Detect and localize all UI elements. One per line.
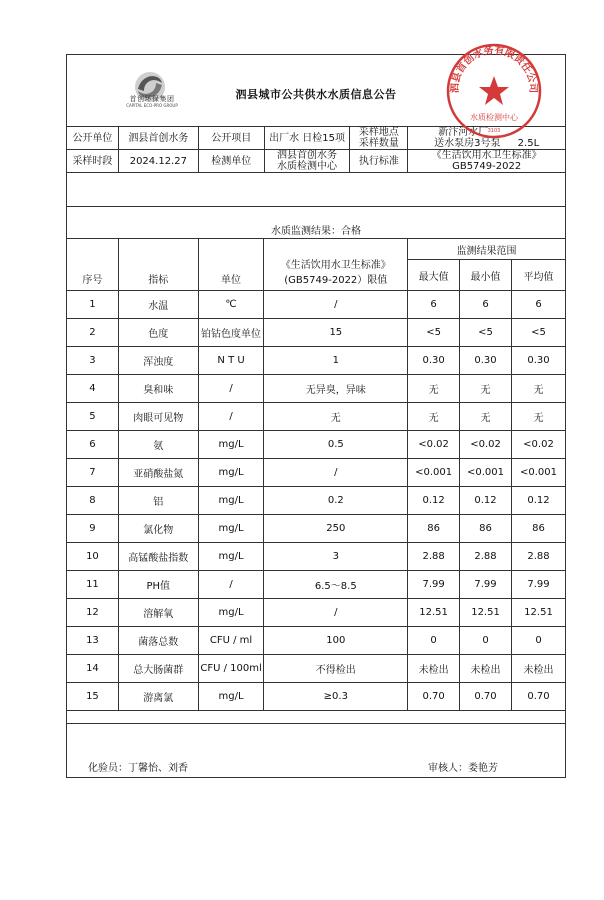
table-row	[67, 291, 566, 319]
cell-unit: /	[198, 375, 264, 403]
table-row	[67, 487, 566, 515]
cell-max: <0.02	[408, 431, 460, 459]
sampling-label	[350, 127, 408, 150]
cell-item: 菌落总数	[118, 627, 198, 655]
table-row	[67, 683, 566, 711]
cell-avg: 0.12	[512, 487, 566, 515]
cell-item: 氯化物	[118, 515, 198, 543]
cell-avg: <0.02	[512, 431, 566, 459]
cell-min: 6	[460, 291, 512, 319]
cell-limit: /	[264, 599, 408, 627]
cell-item: 水温	[118, 291, 198, 319]
cell-avg: 无	[512, 403, 566, 431]
header-limit-line1: 《生活饮用水卫生标准》	[280, 260, 391, 271]
monitoring-result: 水质监测结果：合格	[271, 226, 361, 237]
cell-limit: 6.5～8.5	[264, 571, 408, 599]
cell-max: 7.99	[408, 571, 460, 599]
cell-max: 无	[408, 403, 460, 431]
cell-limit: ≥0.3	[264, 683, 408, 711]
cell-item: 总大肠菌群	[118, 655, 198, 683]
table-row	[67, 599, 566, 627]
cell-unit: /	[198, 403, 264, 431]
publisher-value: 泗县首创水务	[118, 127, 198, 150]
cell-item: 肉眼可见物	[118, 403, 198, 431]
table-row	[67, 431, 566, 459]
cell-max: <0.001	[408, 459, 460, 487]
header-limit	[264, 239, 408, 291]
cell-unit: mg/L	[198, 515, 264, 543]
cell-min: 0.70	[460, 683, 512, 711]
cell-min: 无	[460, 403, 512, 431]
cell-unit: mg/L	[198, 431, 264, 459]
reviewer-signature: 审核人：娄艳芳	[428, 763, 498, 774]
sampling-point-value: 送水泵房3号泵	[434, 138, 501, 149]
cell-item: 色度	[118, 319, 198, 347]
cell-avg: 0.70	[512, 683, 566, 711]
results-table	[66, 238, 566, 711]
cell-limit: 250	[264, 515, 408, 543]
cell-item: 臭和味	[118, 375, 198, 403]
table-row	[67, 347, 566, 375]
table-row	[67, 655, 566, 683]
cell-limit: 100	[264, 627, 408, 655]
cell-unit: mg/L	[198, 543, 264, 571]
cell-avg: 6	[512, 291, 566, 319]
sampling-quantity-label: 采样数量	[358, 138, 399, 149]
cell-item: 高锰酸盐指数	[118, 543, 198, 571]
cell-limit: 0.5	[264, 431, 408, 459]
sampling-quantity-value: 2.5L	[517, 138, 540, 149]
cell-unit: /	[198, 571, 264, 599]
table-row	[67, 403, 566, 431]
cell-item: 游离氯	[118, 683, 198, 711]
cell-min: <5	[460, 319, 512, 347]
cell-max: 6	[408, 291, 460, 319]
project-value: 出厂水 日检15项	[264, 127, 350, 150]
logo-name: 首创环保集团	[129, 95, 175, 103]
cell-unit: CFU / 100ml	[198, 655, 264, 683]
cell-min: 无	[460, 375, 512, 403]
standard-value-line2: GB5749-2022	[452, 161, 522, 172]
cell-no: 3	[67, 347, 119, 375]
cell-avg: 2.88	[512, 543, 566, 571]
cell-no: 13	[67, 627, 119, 655]
cell-no: 2	[67, 319, 119, 347]
sampling-place-label: 采样地点	[358, 127, 399, 138]
cell-max: <5	[408, 319, 460, 347]
cell-unit: mg/L	[198, 459, 264, 487]
cell-max: 86	[408, 515, 460, 543]
header-avg: 平均值	[512, 260, 566, 291]
cell-max: 2.88	[408, 543, 460, 571]
standard-value	[408, 150, 566, 173]
cell-avg: 0	[512, 627, 566, 655]
header-min: 最小值	[460, 260, 512, 291]
cell-no: 7	[67, 459, 119, 487]
cell-min: 0	[460, 627, 512, 655]
cell-min: 0.12	[460, 487, 512, 515]
page-title: 泗县城市公共供水水质信息公告	[235, 88, 397, 101]
cell-no: 4	[67, 375, 119, 403]
lab-label: 检测单位	[198, 150, 264, 173]
official-seal	[443, 40, 545, 142]
table-row	[67, 515, 566, 543]
cell-max: 0	[408, 627, 460, 655]
cell-item: 浑浊度	[118, 347, 198, 375]
cell-avg: 7.99	[512, 571, 566, 599]
cell-max: 12.51	[408, 599, 460, 627]
table-row	[67, 543, 566, 571]
tester-signature: 化验员：丁馨怡、刘香	[88, 763, 188, 774]
cell-min: <0.02	[460, 431, 512, 459]
cell-item: 溶解氧	[118, 599, 198, 627]
cell-unit: mg/L	[198, 487, 264, 515]
cell-limit: 15	[264, 319, 408, 347]
cell-avg: 未检出	[512, 655, 566, 683]
cell-max: 0.30	[408, 347, 460, 375]
cell-limit: /	[264, 459, 408, 487]
header-max: 最大值	[408, 260, 460, 291]
cell-no: 8	[67, 487, 119, 515]
cell-min: 7.99	[460, 571, 512, 599]
standard-value-line1: 《生活饮用水卫生标准》	[431, 150, 542, 161]
cell-min: 86	[460, 515, 512, 543]
cell-unit: 铂钴色度单位	[198, 319, 264, 347]
header-limit-line2: (GB5749-2022）限值	[284, 275, 388, 286]
svg-text:泗县首创水务有限责任公司: 泗县首创水务有限责任公司	[449, 45, 539, 94]
cell-no: 15	[67, 683, 119, 711]
cell-avg: <0.001	[512, 459, 566, 487]
logo-subtitle: CAPITAL ECO-PRO GROUP	[126, 103, 178, 108]
header-range: 监测结果范围	[408, 239, 566, 260]
cell-limit: 无	[264, 403, 408, 431]
cell-limit: 无异臭，异味	[264, 375, 408, 403]
cell-avg: 无	[512, 375, 566, 403]
cell-min: 2.88	[460, 543, 512, 571]
lab-value-line1: 泗县首创水务	[277, 150, 338, 161]
cell-unit: mg/L	[198, 683, 264, 711]
publisher-label: 公开单位	[67, 127, 119, 150]
sampling-place-value: 新汴河水厂	[438, 127, 489, 138]
cell-limit: 0.2	[264, 487, 408, 515]
cell-no: 5	[67, 403, 119, 431]
cell-limit: /	[264, 291, 408, 319]
standard-label: 执行标准	[350, 150, 408, 173]
cell-unit: CFU / ml	[198, 627, 264, 655]
cell-no: 9	[67, 515, 119, 543]
cell-avg: 12.51	[512, 599, 566, 627]
cell-max: 0.70	[408, 683, 460, 711]
cell-unit: N T U	[198, 347, 264, 375]
cell-no: 12	[67, 599, 119, 627]
cell-limit: 不得检出	[264, 655, 408, 683]
header-item: 指标	[118, 239, 198, 291]
cell-no: 10	[67, 543, 119, 571]
cell-no: 1	[67, 291, 119, 319]
cell-min: 未检出	[460, 655, 512, 683]
cell-item: 亚硝酸盐氮	[118, 459, 198, 487]
cell-max: 未检出	[408, 655, 460, 683]
svg-text:水质检测中心: 水质检测中心	[470, 113, 518, 122]
cell-item: PH值	[118, 571, 198, 599]
cell-unit: ℃	[198, 291, 264, 319]
cell-no: 6	[67, 431, 119, 459]
project-label: 公开项目	[198, 127, 264, 150]
cell-limit: 1	[264, 347, 408, 375]
cell-min: 0.30	[460, 347, 512, 375]
cell-min: <0.001	[460, 459, 512, 487]
cell-avg: <5	[512, 319, 566, 347]
result-section	[66, 206, 566, 237]
table-row	[67, 319, 566, 347]
period-label: 采样时段	[67, 150, 119, 173]
svg-text:3103: 3103	[487, 128, 501, 134]
cell-no: 14	[67, 655, 119, 683]
cell-max: 无	[408, 375, 460, 403]
period-value: 2024.12.27	[118, 150, 198, 173]
header-no: 序号	[67, 239, 119, 291]
header-unit: 单位	[198, 239, 264, 291]
cell-min: 12.51	[460, 599, 512, 627]
cell-item: 氨	[118, 431, 198, 459]
cell-avg: 86	[512, 515, 566, 543]
footer-divider	[66, 723, 566, 724]
cell-item: 铝	[118, 487, 198, 515]
table-row	[67, 459, 566, 487]
lab-value-line2: 水质检测中心	[277, 161, 338, 172]
cell-unit: mg/L	[198, 599, 264, 627]
cell-avg: 0.30	[512, 347, 566, 375]
table-row	[67, 375, 566, 403]
table-row	[67, 571, 566, 599]
cell-no: 11	[67, 571, 119, 599]
table-row	[67, 627, 566, 655]
cell-limit: 3	[264, 543, 408, 571]
cell-max: 0.12	[408, 487, 460, 515]
lab-value	[264, 150, 350, 173]
